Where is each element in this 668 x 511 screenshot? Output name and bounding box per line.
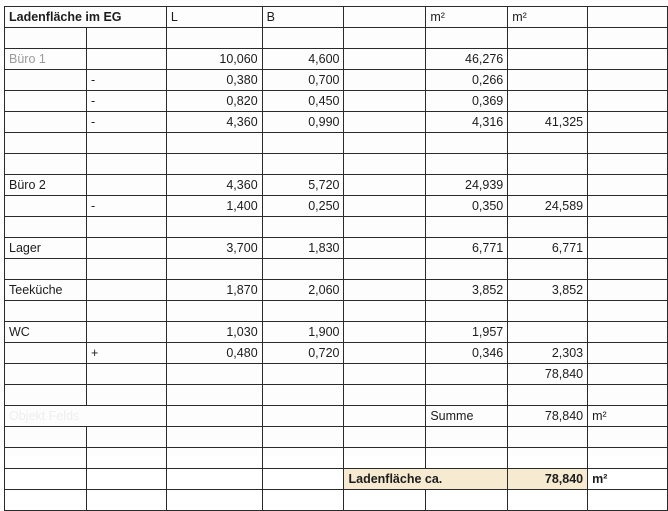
width-cell[interactable]: 0,450 — [262, 91, 344, 112]
empty-cell[interactable] — [344, 154, 426, 175]
header-area[interactable]: m² — [426, 7, 508, 28]
empty-cell[interactable] — [166, 154, 262, 175]
empty-cell[interactable] — [5, 196, 87, 217]
empty-cell[interactable] — [166, 259, 262, 280]
empty-row — [5, 427, 668, 448]
area-calculation-table — [4, 6, 668, 511]
empty-cell[interactable] — [588, 301, 668, 322]
width-cell[interactable]: 0,720 — [262, 343, 344, 364]
empty-cell[interactable] — [86, 154, 166, 175]
empty-cell[interactable] — [344, 427, 426, 448]
empty-cell[interactable] — [508, 490, 588, 511]
empty-cell[interactable] — [344, 91, 426, 112]
empty-cell[interactable] — [86, 301, 166, 322]
sign-cell[interactable] — [86, 238, 166, 259]
net-area-cell[interactable]: 2,303 — [508, 343, 588, 364]
room-name-buero2[interactable]: Büro 2 — [5, 175, 87, 196]
empty-cell[interactable] — [166, 490, 262, 511]
room-name-buero1[interactable]: Büro 1 — [5, 49, 87, 70]
table-row — [5, 343, 668, 364]
sign-cell[interactable] — [86, 322, 166, 343]
empty-cell[interactable] — [262, 154, 344, 175]
empty-cell[interactable] — [5, 133, 87, 154]
empty-cell[interactable] — [86, 490, 166, 511]
empty-cell[interactable] — [344, 217, 426, 238]
header-row — [5, 7, 668, 28]
net-area-cell[interactable]: 6,771 — [508, 238, 588, 259]
empty-cell[interactable] — [5, 343, 87, 364]
length-cell[interactable]: 0,820 — [166, 91, 262, 112]
empty-cell[interactable] — [86, 133, 166, 154]
empty-cell[interactable] — [166, 217, 262, 238]
empty-cell[interactable] — [588, 490, 668, 511]
empty-cell[interactable] — [588, 280, 668, 301]
empty-cell[interactable] — [166, 469, 262, 490]
sign-cell[interactable] — [86, 280, 166, 301]
empty-cell[interactable] — [262, 259, 344, 280]
summe-unit[interactable]: m² — [588, 406, 668, 427]
empty-cell[interactable] — [588, 91, 668, 112]
subtotal-cell[interactable]: 78,840 — [508, 364, 588, 385]
empty-cell[interactable] — [5, 364, 87, 385]
empty-cell[interactable] — [262, 406, 344, 427]
width-cell[interactable]: 2,060 — [262, 280, 344, 301]
area-cell[interactable]: 0,369 — [426, 91, 508, 112]
table-row — [5, 280, 668, 301]
empty-cell[interactable] — [262, 469, 344, 490]
sheet-title[interactable]: Ladenfläche im EG — [5, 7, 167, 28]
empty-cell[interactable] — [166, 28, 262, 49]
length-cell[interactable]: 1,030 — [166, 322, 262, 343]
empty-cell[interactable] — [508, 448, 588, 469]
area-cell[interactable]: 6,771 — [426, 238, 508, 259]
room-name-teekueche[interactable]: Teeküche — [5, 280, 87, 301]
empty-cell[interactable] — [344, 322, 426, 343]
total-row — [5, 469, 668, 490]
empty-cell[interactable] — [5, 469, 87, 490]
net-area-cell[interactable] — [508, 322, 588, 343]
empty-cell[interactable] — [426, 259, 508, 280]
area-cell[interactable]: 0,266 — [426, 70, 508, 91]
empty-cell[interactable] — [5, 385, 87, 406]
empty-cell[interactable] — [588, 49, 668, 70]
empty-cell[interactable] — [588, 154, 668, 175]
table-row — [5, 49, 668, 70]
empty-cell[interactable] — [86, 448, 166, 469]
empty-cell[interactable] — [86, 28, 166, 49]
empty-cell[interactable] — [262, 490, 344, 511]
empty-cell[interactable] — [5, 28, 87, 49]
empty-cell[interactable] — [344, 238, 426, 259]
table-row — [5, 91, 668, 112]
sign-cell[interactable]: - — [86, 70, 166, 91]
empty-cell[interactable] — [262, 385, 344, 406]
empty-cell[interactable] — [166, 364, 262, 385]
empty-cell[interactable] — [262, 301, 344, 322]
width-cell[interactable]: 0,990 — [262, 112, 344, 133]
empty-cell[interactable] — [5, 217, 87, 238]
header-width[interactable]: B — [262, 7, 344, 28]
empty-cell[interactable] — [588, 385, 668, 406]
empty-cell[interactable] — [262, 28, 344, 49]
empty-cell[interactable] — [508, 28, 588, 49]
empty-cell[interactable] — [344, 385, 426, 406]
empty-cell[interactable] — [344, 49, 426, 70]
empty-cell[interactable] — [508, 217, 588, 238]
empty-row — [5, 301, 668, 322]
table-row — [5, 238, 668, 259]
sign-cell[interactable]: - — [86, 91, 166, 112]
empty-cell[interactable] — [262, 133, 344, 154]
empty-cell[interactable] — [508, 385, 588, 406]
empty-cell[interactable] — [426, 364, 508, 385]
width-cell[interactable]: 1,900 — [262, 322, 344, 343]
empty-cell[interactable] — [344, 7, 426, 28]
net-area-cell[interactable]: 24,589 — [508, 196, 588, 217]
area-cell[interactable]: 0,346 — [426, 343, 508, 364]
summe-label[interactable]: Summe — [426, 406, 508, 427]
ghost-text: Objekt Felds — [5, 406, 167, 427]
room-name-wc[interactable]: WC — [5, 322, 87, 343]
empty-row — [5, 154, 668, 175]
length-cell[interactable]: 4,360 — [166, 175, 262, 196]
empty-cell[interactable] — [344, 28, 426, 49]
length-cell[interactable]: 1,870 — [166, 280, 262, 301]
net-area-cell[interactable] — [508, 70, 588, 91]
empty-cell[interactable] — [588, 364, 668, 385]
width-cell[interactable]: 1,830 — [262, 238, 344, 259]
empty-cell[interactable] — [166, 406, 262, 427]
empty-cell[interactable] — [5, 70, 87, 91]
empty-cell[interactable] — [166, 448, 262, 469]
empty-cell[interactable] — [588, 175, 668, 196]
table-row — [5, 196, 668, 217]
empty-cell[interactable] — [5, 301, 87, 322]
empty-cell[interactable] — [344, 448, 426, 469]
area-cell[interactable]: 24,939 — [426, 175, 508, 196]
sign-cell[interactable] — [86, 175, 166, 196]
empty-row — [5, 385, 668, 406]
sign-cell[interactable]: - — [86, 112, 166, 133]
empty-cell[interactable] — [166, 385, 262, 406]
empty-cell[interactable] — [166, 133, 262, 154]
empty-cell[interactable] — [5, 259, 87, 280]
empty-row — [5, 217, 668, 238]
empty-cell[interactable] — [262, 448, 344, 469]
empty-cell[interactable] — [588, 28, 668, 49]
empty-cell[interactable] — [426, 448, 508, 469]
empty-cell[interactable] — [426, 385, 508, 406]
empty-cell[interactable] — [508, 154, 588, 175]
room-name-lager[interactable]: Lager — [5, 238, 87, 259]
net-area-cell[interactable]: 3,852 — [508, 280, 588, 301]
area-cell[interactable]: 3,852 — [426, 280, 508, 301]
empty-cell[interactable] — [344, 70, 426, 91]
empty-cell[interactable] — [508, 133, 588, 154]
empty-cell[interactable] — [344, 364, 426, 385]
empty-cell[interactable] — [86, 385, 166, 406]
length-cell[interactable]: 0,480 — [166, 343, 262, 364]
width-cell[interactable]: 4,600 — [262, 49, 344, 70]
empty-cell[interactable] — [5, 112, 87, 133]
empty-row — [5, 133, 668, 154]
empty-cell[interactable] — [86, 427, 166, 448]
empty-cell[interactable] — [344, 175, 426, 196]
sign-cell[interactable]: + — [86, 343, 166, 364]
area-cell[interactable]: 0,350 — [426, 196, 508, 217]
empty-cell[interactable] — [344, 112, 426, 133]
area-cell[interactable]: 4,316 — [426, 112, 508, 133]
empty-cell[interactable] — [588, 217, 668, 238]
length-cell[interactable]: 4,360 — [166, 112, 262, 133]
empty-cell[interactable] — [344, 406, 426, 427]
empty-cell[interactable] — [588, 112, 668, 133]
empty-cell[interactable] — [5, 490, 87, 511]
empty-cell[interactable] — [262, 364, 344, 385]
empty-cell[interactable] — [5, 154, 87, 175]
empty-cell[interactable] — [344, 280, 426, 301]
empty-cell[interactable] — [426, 28, 508, 49]
total-value[interactable]: 78,840 — [508, 469, 588, 490]
table-row — [5, 70, 668, 91]
length-cell[interactable]: 1,400 — [166, 196, 262, 217]
net-area-cell[interactable]: 41,325 — [508, 112, 588, 133]
empty-cell[interactable] — [344, 196, 426, 217]
length-cell[interactable]: 0,380 — [166, 70, 262, 91]
empty-cell[interactable] — [426, 427, 508, 448]
empty-row — [5, 28, 668, 49]
empty-cell[interactable] — [588, 343, 668, 364]
summe-value[interactable]: 78,840 — [508, 406, 588, 427]
total-unit[interactable]: m² — [588, 469, 668, 490]
empty-cell[interactable] — [344, 301, 426, 322]
empty-cell[interactable] — [86, 469, 166, 490]
table-row — [5, 112, 668, 133]
subtotal-row — [5, 364, 668, 385]
empty-cell[interactable] — [588, 196, 668, 217]
empty-cell[interactable] — [426, 154, 508, 175]
empty-cell[interactable] — [588, 133, 668, 154]
sign-cell[interactable] — [86, 49, 166, 70]
summe-row — [5, 406, 668, 427]
total-label[interactable]: Ladenfläche ca. — [344, 469, 508, 490]
table-row — [5, 322, 668, 343]
empty-cell[interactable] — [426, 217, 508, 238]
empty-cell[interactable] — [588, 427, 668, 448]
length-cell[interactable]: 3,700 — [166, 238, 262, 259]
net-area-cell[interactable] — [508, 49, 588, 70]
empty-row — [5, 490, 668, 511]
empty-cell[interactable] — [344, 259, 426, 280]
empty-cell[interactable] — [588, 7, 668, 28]
header-length[interactable]: L — [166, 7, 262, 28]
header-net-area[interactable]: m² — [508, 7, 588, 28]
empty-cell[interactable] — [86, 364, 166, 385]
empty-cell[interactable] — [588, 259, 668, 280]
empty-cell[interactable] — [426, 301, 508, 322]
empty-cell[interactable] — [588, 322, 668, 343]
empty-cell[interactable] — [86, 217, 166, 238]
net-area-cell[interactable] — [508, 175, 588, 196]
empty-cell[interactable] — [262, 217, 344, 238]
empty-cell[interactable] — [588, 70, 668, 91]
empty-cell[interactable] — [5, 448, 87, 469]
empty-cell[interactable] — [508, 259, 588, 280]
empty-row — [5, 259, 668, 280]
empty-cell[interactable] — [426, 490, 508, 511]
empty-row — [5, 448, 668, 469]
empty-cell[interactable] — [344, 490, 426, 511]
width-cell[interactable]: 0,250 — [262, 196, 344, 217]
empty-cell[interactable] — [344, 133, 426, 154]
empty-cell[interactable] — [166, 427, 262, 448]
table-row — [5, 175, 668, 196]
area-cell[interactable]: 46,276 — [426, 49, 508, 70]
sign-cell[interactable]: - — [86, 196, 166, 217]
empty-cell[interactable] — [508, 301, 588, 322]
area-cell[interactable]: 1,957 — [426, 322, 508, 343]
length-cell[interactable]: 10,060 — [166, 49, 262, 70]
empty-cell[interactable] — [5, 427, 87, 448]
width-cell[interactable]: 0,700 — [262, 70, 344, 91]
empty-cell[interactable] — [426, 133, 508, 154]
empty-cell[interactable] — [508, 427, 588, 448]
empty-cell[interactable] — [588, 448, 668, 469]
empty-cell[interactable] — [5, 91, 87, 112]
empty-cell[interactable] — [166, 301, 262, 322]
width-cell[interactable]: 5,720 — [262, 175, 344, 196]
net-area-cell[interactable] — [508, 91, 588, 112]
empty-cell[interactable] — [86, 259, 166, 280]
empty-cell[interactable] — [262, 427, 344, 448]
empty-cell[interactable] — [588, 238, 668, 259]
empty-cell[interactable] — [344, 343, 426, 364]
